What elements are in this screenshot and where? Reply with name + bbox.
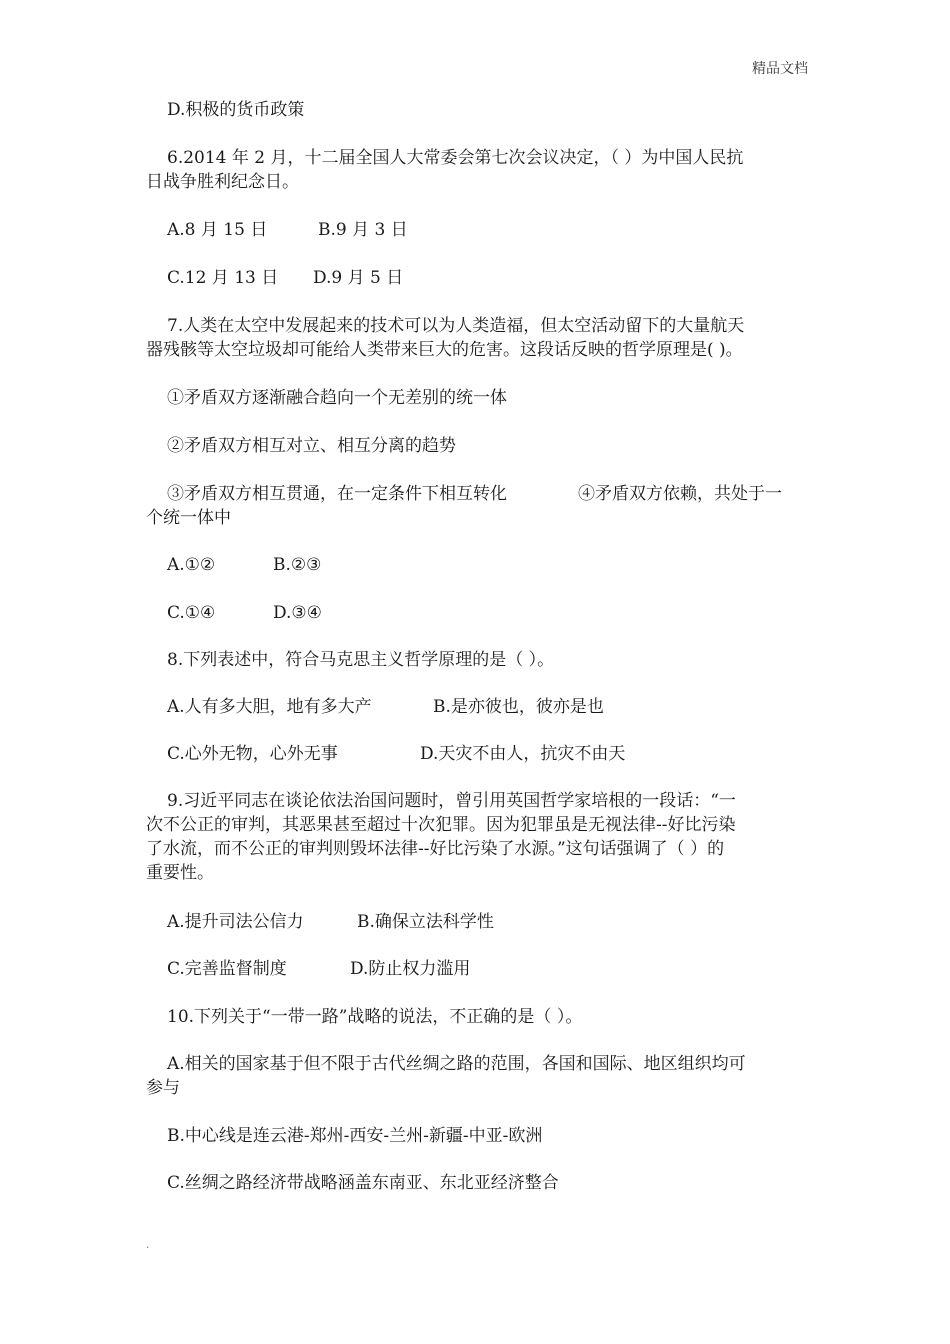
q9-option-c: C.完善监督制度 bbox=[167, 959, 287, 979]
q6-option-c: C.12 月 13 日 bbox=[167, 268, 279, 288]
q7-option-b: B.②③ bbox=[273, 555, 322, 575]
q9-option-d: D.防止权力滥用 bbox=[350, 959, 471, 979]
q6-line2: 日战争胜利纪念日。 bbox=[146, 172, 299, 192]
q6-option-b: B.9 月 3 日 bbox=[318, 220, 408, 240]
header-watermark: 精品文档 bbox=[752, 61, 808, 77]
q7-option-c: C.①④ bbox=[167, 603, 216, 623]
option-d-prev: D.积极的货币政策 bbox=[167, 100, 305, 120]
q10-option-c: C.丝绸之路经济带战略涵盖东南亚、东北亚经济整合 bbox=[167, 1173, 559, 1193]
q10-option-b: B.中心线是连云港-郑州-西安-兰州-新疆-中亚-欧洲 bbox=[167, 1126, 543, 1146]
q8-line1: 8.下列表述中，符合马克思主义哲学原理的是（ ）。 bbox=[167, 650, 555, 670]
q9-line1: 9.习近平同志在谈论依法治国问题时，曾引用英国哲学家培根的一段话：“一 bbox=[167, 791, 736, 811]
q7-statement-4-cont: 个统一体中 bbox=[146, 508, 231, 528]
q7-statement-4: ④矛盾双方依赖，共处于一 bbox=[578, 484, 782, 504]
q7-line1: 7.人类在太空中发展起来的技术可以为人类造福，但太空活动留下的大量航天 bbox=[167, 316, 745, 336]
q9-line3: 了水流，而不公正的审判则毁坏法律--好比污染了水源。”这句话强调了（ ）的 bbox=[146, 839, 725, 859]
q7-option-d: D.③④ bbox=[273, 603, 322, 623]
q8-option-d: D.天灾不由人，抗灾不由天 bbox=[420, 744, 626, 764]
q6-option-a: A.8 月 15 日 bbox=[167, 220, 268, 240]
q8-option-b: B.是亦彼也，彼亦是也 bbox=[433, 697, 604, 717]
q6-option-d: D.9 月 5 日 bbox=[313, 268, 404, 288]
q9-line4: 重要性。 bbox=[146, 863, 214, 883]
q8-option-a: A.人有多大胆，地有多大产 bbox=[167, 697, 372, 717]
q10-option-a: A.相关的国家基于但不限于古代丝绸之路的范围，各国和国际、地区组织均可 bbox=[167, 1054, 746, 1074]
q7-statement-1: ①矛盾双方逐渐融合趋向一个无差别的统一体 bbox=[167, 388, 507, 408]
q9-option-a: A.提升司法公信力 bbox=[167, 912, 304, 932]
q7-statement-2: ②矛盾双方相互对立、相互分离的趋势 bbox=[167, 436, 456, 456]
q7-statement-3: ③矛盾双方相互贯通，在一定条件下相互转化 bbox=[167, 484, 507, 504]
q7-option-a: A.①② bbox=[167, 555, 216, 575]
q10-option-a-cont: 参与 bbox=[146, 1078, 180, 1098]
footer-dot: . bbox=[146, 1240, 150, 1251]
q7-line2: 器残骸等太空垃圾却可能给人类带来巨大的危害。这段话反映的哲学原理是( )。 bbox=[146, 340, 743, 360]
q10-line1: 10.下列关于“一带一路”战略的说法，不正确的是（ ）。 bbox=[167, 1007, 583, 1027]
q9-line2: 次不公正的审判，其恶果甚至超过十次犯罪。因为犯罪虽是无视法律--好比污染 bbox=[146, 815, 736, 835]
q9-option-b: B.确保立法科学性 bbox=[357, 912, 494, 932]
q6-line1: 6.2014 年 2 月，十二届全国人大常委会第七次会议决定，（ ）为中国人民抗 bbox=[167, 148, 744, 168]
q8-option-c: C.心外无物，心外无事 bbox=[167, 744, 338, 764]
